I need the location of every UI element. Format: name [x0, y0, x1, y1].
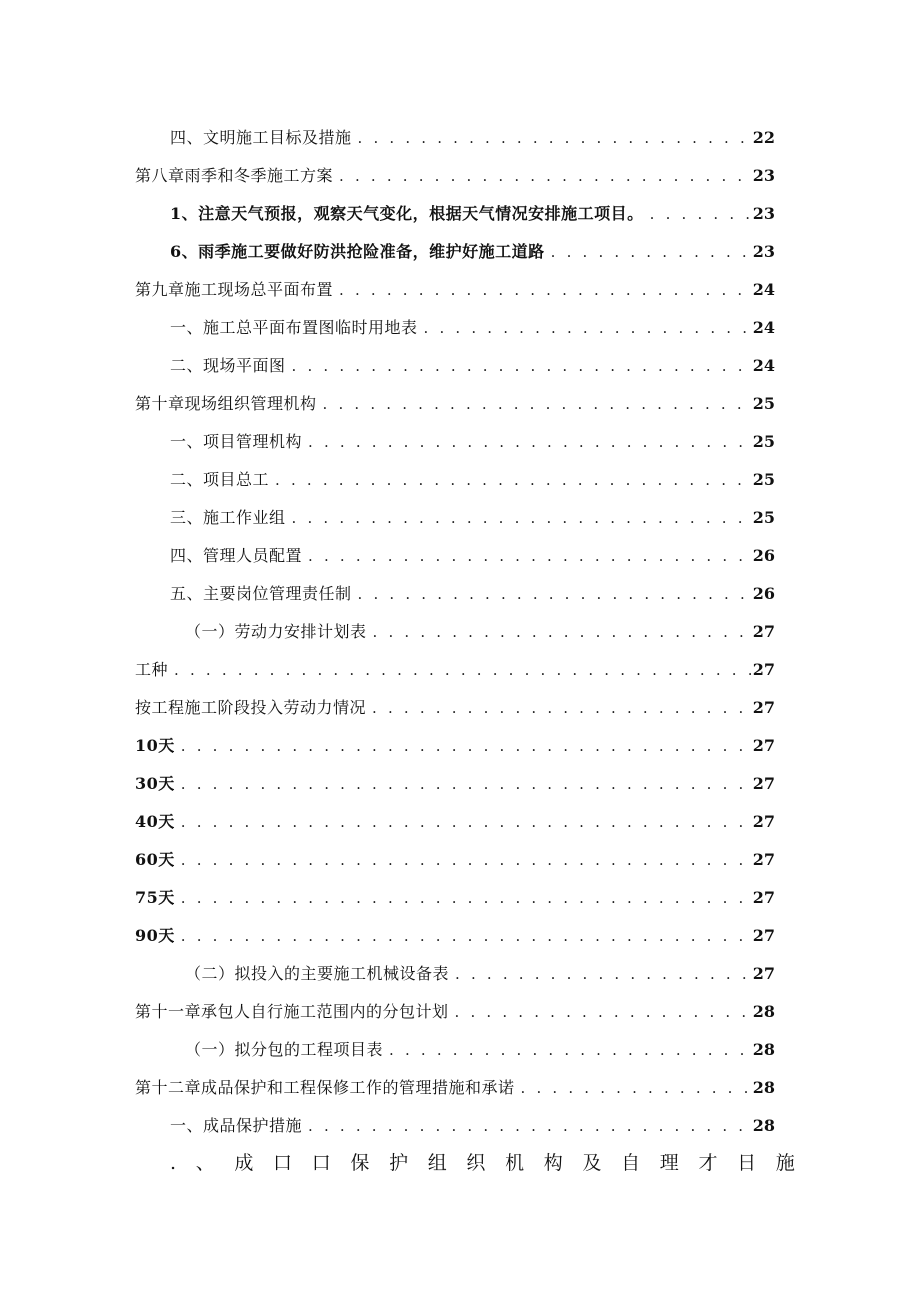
trailing-line-char: . — [170, 1152, 177, 1174]
toc-page-number: 27 — [752, 698, 775, 717]
toc-entry-label: 第九章施工现场总平面布置 — [135, 280, 334, 299]
toc-entry-label: 10天 — [135, 736, 175, 755]
trailing-line-char: 施 — [775, 1152, 795, 1174]
toc-entry[interactable] — [170, 239, 775, 263]
toc-entry[interactable] — [185, 619, 775, 643]
toc-entry[interactable] — [135, 695, 775, 719]
toc-page-number: 23 — [752, 204, 775, 223]
toc-entry[interactable] — [170, 1113, 775, 1137]
toc-dot-leader — [181, 811, 751, 833]
toc-entry[interactable] — [170, 429, 775, 453]
toc-page-number: 26 — [752, 584, 775, 603]
trailing-line-char: 自 — [621, 1152, 641, 1174]
toc-dot-leader — [424, 317, 751, 339]
toc-page-number: 25 — [752, 508, 775, 527]
toc-entry-label: 四、管理人员配置 — [170, 546, 303, 565]
trailing-line-char: 理 — [659, 1152, 679, 1174]
toc-dot-leader — [323, 393, 751, 415]
toc-page-number: 23 — [752, 242, 775, 261]
toc-page-number: 27 — [752, 888, 775, 907]
toc-dot-leader — [292, 355, 751, 377]
toc-entry-label: 6、雨季施工要做好防洪抢险准备，维护好施工道路 — [170, 242, 545, 261]
garbled-trailing-line — [170, 1150, 795, 1176]
toc-page-number: 28 — [752, 1002, 775, 1021]
toc-entry-label: 75天 — [135, 888, 175, 907]
toc-entry-label: 三、施工作业组 — [170, 508, 286, 527]
toc-dot-leader — [174, 659, 751, 681]
toc-entry[interactable] — [135, 1075, 775, 1099]
toc-entry-label: 第十章现场组织管理机构 — [135, 394, 317, 413]
trailing-line-char: 构 — [543, 1152, 563, 1174]
toc-dot-leader — [308, 431, 751, 453]
toc-page-number: 24 — [752, 318, 775, 337]
toc-page-number: 25 — [752, 394, 775, 413]
toc-page-number: 25 — [752, 470, 775, 489]
toc-entry-label: 第十二章成品保护和工程保修工作的管理措施和承诺 — [135, 1078, 515, 1097]
toc-entry-label: 工种 — [135, 660, 169, 679]
toc-dot-leader — [308, 545, 751, 567]
toc-entry-label: 40天 — [135, 812, 175, 831]
toc-entry[interactable] — [135, 923, 775, 947]
trailing-line-char: 口 — [311, 1152, 331, 1174]
toc-entry[interactable] — [170, 315, 775, 339]
toc-dot-leader — [181, 735, 751, 757]
trailing-line-char: 护 — [389, 1152, 409, 1174]
toc-dot-leader — [521, 1077, 751, 1099]
toc-entry-label: （一）劳动力安排计划表 — [185, 622, 367, 641]
toc-entry[interactable] — [170, 505, 775, 529]
toc-entry[interactable] — [135, 999, 775, 1023]
toc-entry-label: （一）拟分包的工程项目表 — [185, 1040, 384, 1059]
toc-entry[interactable] — [135, 733, 775, 757]
toc-entry[interactable] — [135, 809, 775, 833]
trailing-line-char: 才 — [698, 1152, 718, 1174]
toc-dot-leader — [373, 621, 751, 643]
trailing-line-char: 组 — [427, 1152, 447, 1174]
toc-page-number: 27 — [752, 850, 775, 869]
toc-entry[interactable] — [135, 163, 775, 187]
toc-entry-label: 第十一章承包人自行施工范围内的分包计划 — [135, 1002, 449, 1021]
toc-entry-label: 第八章雨季和冬季施工方案 — [135, 166, 334, 185]
toc-page-number: 27 — [752, 622, 775, 641]
toc-entry[interactable] — [135, 657, 775, 681]
toc-dot-leader — [455, 963, 751, 985]
toc-entry-label: （二）拟投入的主要施工机械设备表 — [185, 964, 450, 983]
toc-page-number: 27 — [752, 964, 775, 983]
trailing-line-char: 保 — [350, 1152, 370, 1174]
toc-dot-leader — [181, 925, 751, 947]
toc-page-number: 28 — [752, 1040, 775, 1059]
toc-entry[interactable] — [135, 771, 775, 795]
toc-page-number: 28 — [752, 1078, 775, 1097]
toc-dot-leader — [650, 203, 751, 225]
toc-dot-leader — [339, 165, 751, 187]
trailing-line-char: 织 — [466, 1152, 486, 1174]
toc-entry-label: 30天 — [135, 774, 175, 793]
toc-dot-leader — [372, 697, 751, 719]
toc-entry-label: 按工程施工阶段投入劳动力情况 — [135, 698, 367, 717]
toc-entry-label: 五、主要岗位管理责任制 — [170, 584, 352, 603]
toc-dot-leader — [181, 887, 751, 909]
toc-dot-leader — [181, 849, 751, 871]
toc-page-number: 24 — [752, 280, 775, 299]
toc-entry-label: 二、现场平面图 — [170, 356, 286, 375]
toc-dot-leader — [275, 469, 751, 491]
toc-entry-label: 60天 — [135, 850, 175, 869]
toc-dot-leader — [358, 583, 751, 605]
toc-dot-leader — [292, 507, 751, 529]
toc-page-number: 28 — [752, 1116, 775, 1135]
toc-dot-leader — [358, 127, 751, 149]
toc-entry[interactable] — [170, 125, 775, 149]
toc-entry-label: 1、注意天气预报，观察天气变化，根据天气情况安排施工项目。 — [170, 204, 644, 223]
toc-entry[interactable] — [135, 391, 775, 415]
toc-entry[interactable] — [170, 201, 775, 225]
toc-entry-label: 90天 — [135, 926, 175, 945]
trailing-line-char: 及 — [582, 1152, 602, 1174]
toc-entry[interactable] — [170, 581, 775, 605]
trailing-line-char: 成 — [234, 1152, 254, 1174]
trailing-line-char: 日 — [737, 1152, 757, 1174]
toc-dot-leader — [339, 279, 751, 301]
toc-entry[interactable] — [170, 543, 775, 567]
trailing-line-char: 口 — [273, 1152, 293, 1174]
toc-page-number: 24 — [752, 356, 775, 375]
toc-page-number: 27 — [752, 736, 775, 755]
trailing-line-char: 机 — [505, 1152, 525, 1174]
toc-entry-label: 二、项目总工 — [170, 470, 270, 489]
toc-page-number: 27 — [752, 774, 775, 793]
trailing-line-char: 、 — [195, 1152, 215, 1174]
toc-dot-leader — [551, 241, 751, 263]
toc-entry[interactable] — [170, 467, 775, 491]
toc-entry-label: 一、项目管理机构 — [170, 432, 303, 451]
toc-entry[interactable] — [170, 353, 775, 377]
toc-page-number: 26 — [752, 546, 775, 565]
toc-entry-label: 一、施工总平面布置图临时用地表 — [170, 318, 418, 337]
toc-page-number: 27 — [752, 660, 775, 679]
toc-dot-leader — [308, 1115, 751, 1137]
toc-entry[interactable] — [185, 961, 775, 985]
toc-page-number: 22 — [752, 128, 775, 147]
toc-page-number: 27 — [752, 926, 775, 945]
toc-entry[interactable] — [135, 277, 775, 301]
toc-entry-label: 一、成品保护措施 — [170, 1116, 303, 1135]
toc-dot-leader — [455, 1001, 751, 1023]
toc-entry[interactable] — [135, 885, 775, 909]
toc-entry[interactable] — [135, 847, 775, 871]
toc-entry-label: 四、文明施工目标及措施 — [170, 128, 352, 147]
toc-page-number: 27 — [752, 812, 775, 831]
toc-page-number: 25 — [752, 432, 775, 451]
toc-dot-leader — [181, 773, 751, 795]
toc-entry[interactable] — [185, 1037, 775, 1061]
toc-page-number: 23 — [752, 166, 775, 185]
toc-dot-leader — [389, 1039, 751, 1061]
